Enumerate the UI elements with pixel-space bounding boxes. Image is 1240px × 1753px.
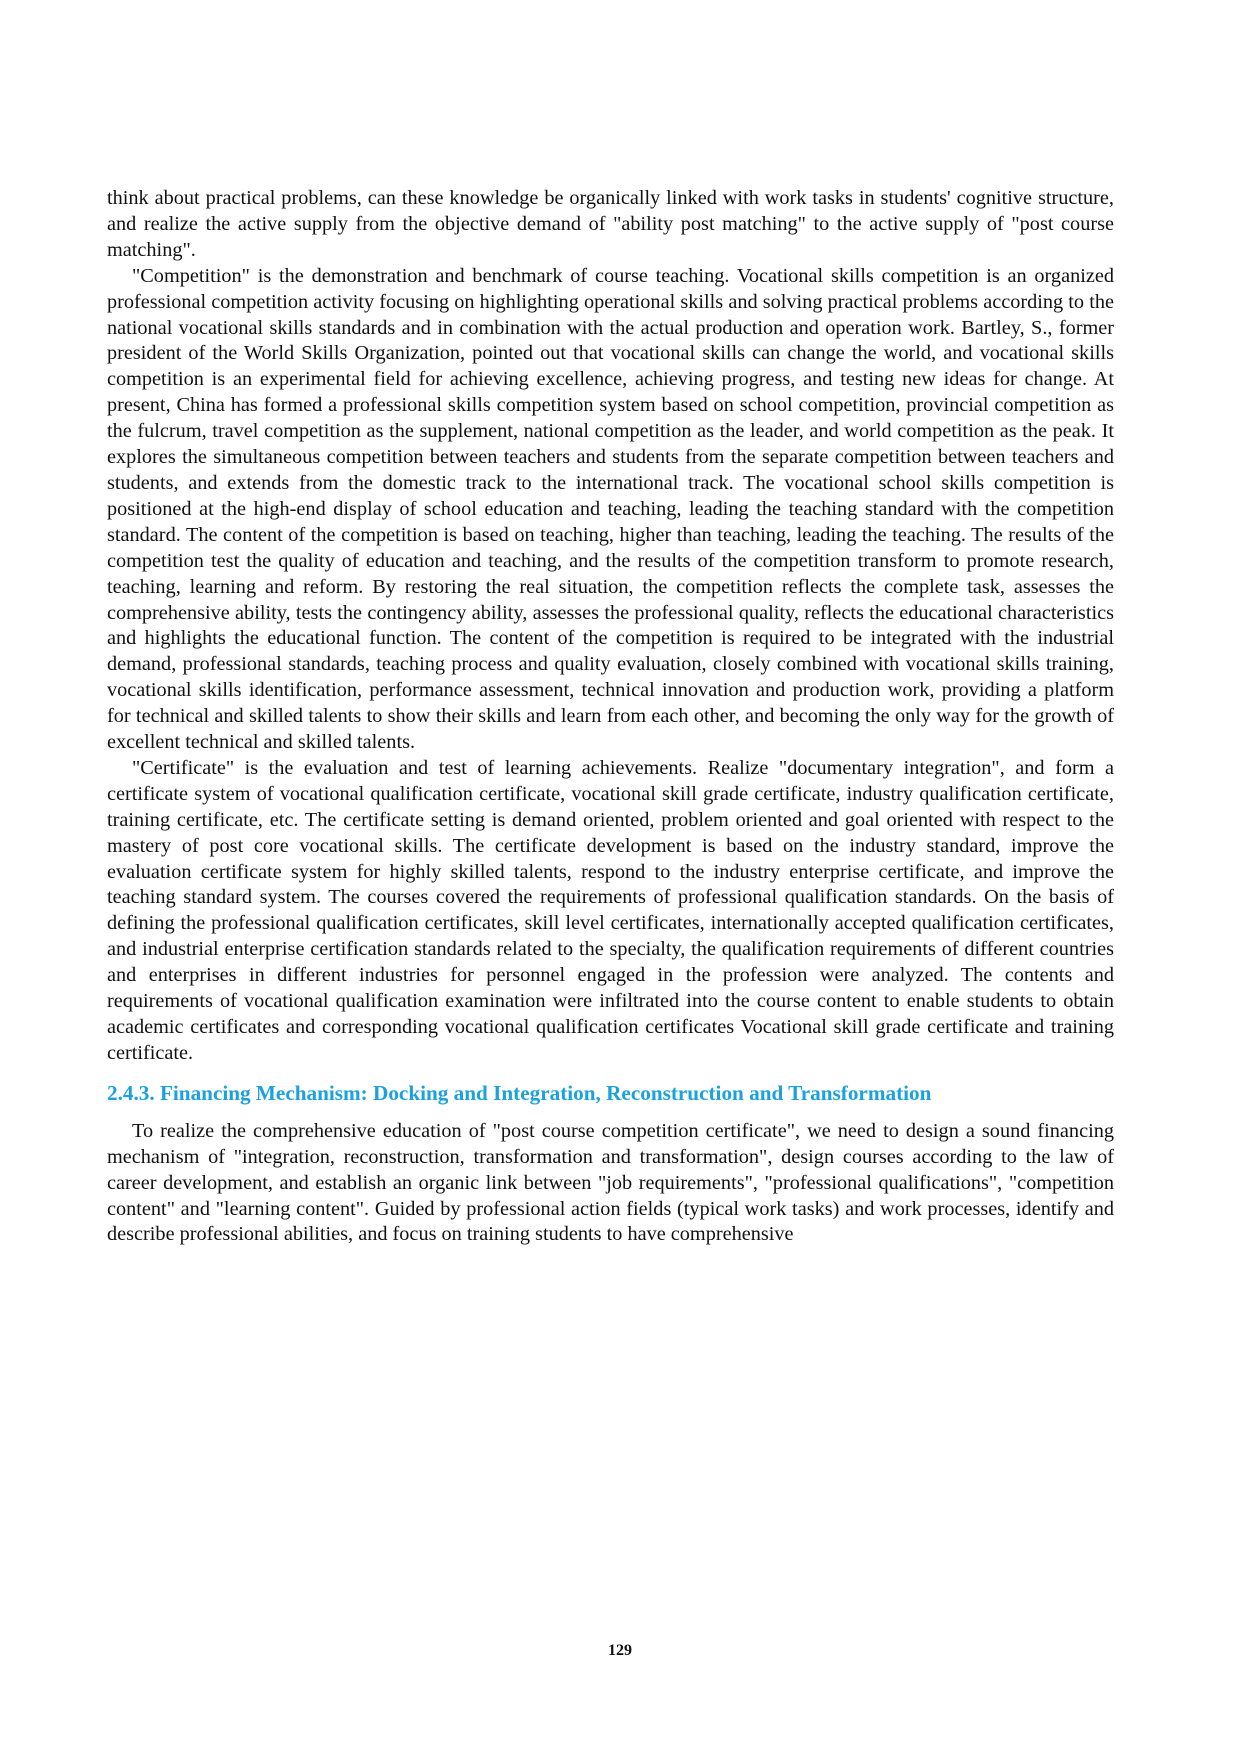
body-paragraph-financing: To realize the comprehensive education of "post course competition certificate", we need to design a sound financing mechanism of "integration, reconstruction, transformation and transformation", design courses according to the law of career development, and establish an organic link between "job requirements", "professional qualifications", "competition content" and "learning content". Guided by professional action fields (typical work tasks) and work processes, identify and describe professional abilities, and focus on training students to have comprehensive: [107, 1119, 1114, 1246]
page-number: 129: [608, 1642, 632, 1659]
page-body: [107, 186, 1114, 1248]
body-paragraph-continuation: think about practical problems, can these knowledge be organically linked with work tasks in students' cognitive structure, and realize the active supply from the objective demand of "ability post matching" to the active supply of "post course matching".: [107, 187, 1114, 261]
body-paragraph-certificate: "Certificate" is the evaluation and test of learning achievements. Realize "documentary integration", and form a certificate system of vocational qualification certificate, vocational skill grade certificate, industry qualification certificate, training certificate, etc. The certificate setting is demand oriented, problem oriented and goal oriented with respect to the mastery of post core vocational skills. The certificate development is based on the industry standard, improve the evaluation certificate system for highly skilled talents, respond to the industry enterprise certificate, and improve the teaching standard system. The courses covered the requirements of professional qualification standards. On the basis of defining the professional qualification certificates, skill level certificates, internationally accepted qualification certificates, and industrial enterprise certification standards related to the specialty, the qualification requirements of different countries and enterprises in different industries for personnel engaged in the profession were analyzed. The contents and requirements of vocational qualification examination were infiltrated into the course content to enable students to obtain academic certificates and corresponding vocational qualification certificates Vocational skill grade certificate and training certificate.: [107, 756, 1114, 1064]
body-paragraph-competition: "Competition" is the demonstration and benchmark of course teaching. Vocational skills competition is an organized professional competition activity focusing on highlighting operational skills and solving practical problems according to the national vocational skills standards and in combination with the actual production and operation work. Bartley, S., former president of the World Skills Organization, pointed out that vocational skills can change the world, and vocational skills competition is an experimental field for achieving excellence, achieving progress, and testing new ideas for change. At present, China has formed a professional skills competition system based on school competition, provincial competition as the fulcrum, travel competition as the supplement, national competition as the leader, and world competition as the peak. It explores the simultaneous competition between teachers and students from the separate competition between teachers and students, and extends from the domestic track to the international track. The vocational school skills competition is positioned at the high-end display of school education and teaching, leading the teaching standard with the competition standard. The content of the competition is based on teaching, higher than teaching, leading the teaching. The results of the competition test the quality of education and teaching, and the results of the competition transform to promote research, teaching, learning and reform. By restoring the real situation, the competition reflects the complete task, assesses the comprehensive ability, tests the contingency ability, assesses the professional quality, reflects the educational characteristics and highlights the educational function. The content of the competition is required to be integrated with the industrial demand, professional standards, teaching process and quality evaluation, closely combined with vocational skills training, vocational skills identification, performance assessment, technical innovation and production work, providing a platform for technical and skilled talents to show their skills and learn from each other, and becoming the only way for the growth of excellent technical and skilled talents.: [107, 264, 1114, 754]
section-heading: 2.4.3. Financing Mechanism: Docking and Integration, Reconstruction and Transformation: [107, 1080, 932, 1105]
